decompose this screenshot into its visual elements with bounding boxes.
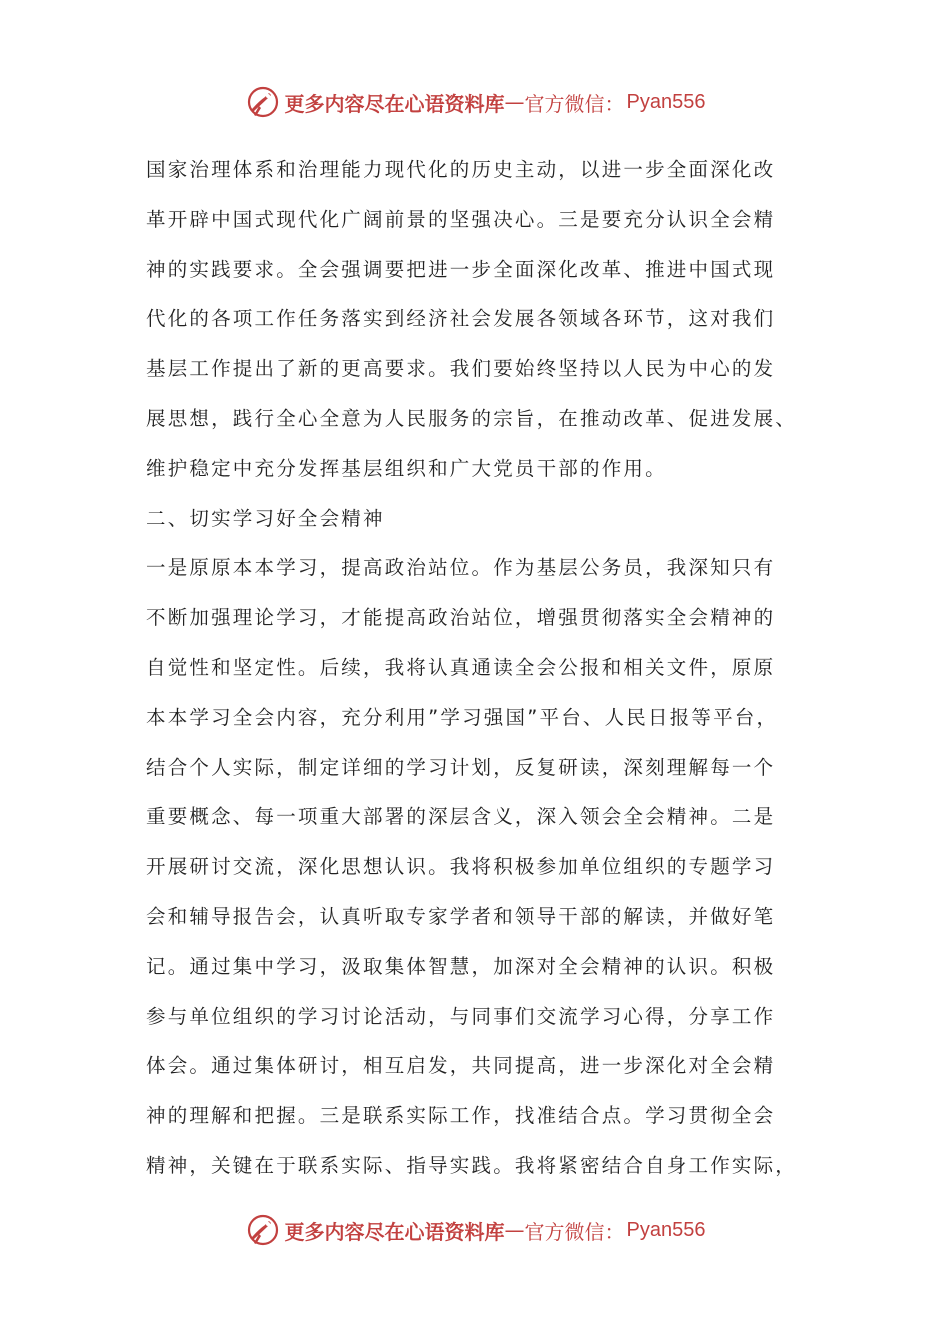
text-line: 参与单位组织的学习讨论活动，与同事们交流学习心得，分享工作 [146, 1004, 776, 1028]
text-line: 体会。通过集体研讨，相互启发，共同提高，进一步深化对全会精 [146, 1054, 776, 1078]
text-line: 不断加强理论学习，才能提高政治站位，增强贯彻落实全会精神的 [146, 606, 776, 630]
text-line: 展思想，践行全心全意为人民服务的宗旨，在推动改革、促进发展、 [146, 406, 798, 430]
text-line: 代化的各项工作任务落实到经济社会发展各领域各环节，这对我们 [146, 307, 776, 331]
text-line: 神的理解和把握。三是联系实际工作，找准结合点。学习贯彻全会 [146, 1104, 776, 1128]
section-heading: 二、切实学习好全会精神 [146, 506, 385, 530]
pen-circle-icon [245, 1212, 281, 1248]
footer-wechat-id: Pyan556 [626, 1218, 706, 1241]
header-wechat-id: Pyan556 [626, 90, 706, 113]
text-line: 自觉性和坚定性。后续，我将认真通读全会公报和相关文件，原原 [146, 655, 776, 679]
text-line: 国家治理体系和治理能力现代化的历史主动，以进一步全面深化改 [146, 158, 776, 181]
footer-banner [0, 1210, 950, 1250]
header-separator: — [504, 90, 525, 114]
document-body [146, 145, 826, 1191]
text-line: 开展研讨交流，深化思想认识。我将积极参加单位组织的专题学习 [146, 855, 776, 879]
pen-circle-icon [245, 84, 281, 120]
header-banner [0, 82, 950, 122]
text-line: 结合个人实际，制定详细的学习计划，反复研读，深刻理解每一个 [146, 755, 776, 779]
text-line: 革开辟中国式现代化广阔前景的坚强决心。三是要充分认识全会精 [146, 207, 776, 231]
text-line: 本本学习全会内容，充分利用”学习强国”平台、人民日报等平台， [146, 705, 779, 729]
footer-separator: — [504, 1218, 525, 1242]
header-official-label: 官方微信： [524, 91, 625, 116]
text-line: 一是原原本本学习，提高政治站位。作为基层公务员，我深知只有 [146, 556, 776, 580]
text-line: 维护稳定中充分发挥基层组织和广大党员干部的作用。 [146, 456, 667, 480]
text-line: 记。通过集中学习，汲取集体智慧，加深对全会精神的认识。积极 [146, 954, 776, 978]
footer-brand-text: 更多内容尽在心语资料库 [284, 1219, 505, 1244]
header-brand-text: 更多内容尽在心语资料库 [284, 91, 505, 116]
footer-official-label: 官方微信： [524, 1219, 625, 1244]
text-line: 精神，关键在于联系实际、指导实践。我将紧密结合自身工作实际， [146, 1153, 798, 1177]
text-line: 重要概念、每一项重大部署的深层含义，深入领会全会精神。二是 [146, 805, 776, 829]
text-line: 神的实践要求。全会强调要把进一步全面深化改革、推进中国式现 [146, 257, 776, 281]
text-line: 基层工作提出了新的更高要求。我们要始终坚持以人民为中心的发 [146, 357, 776, 381]
text-line: 会和辅导报告会，认真听取专家学者和领导干部的解读，并做好笔 [146, 904, 776, 928]
